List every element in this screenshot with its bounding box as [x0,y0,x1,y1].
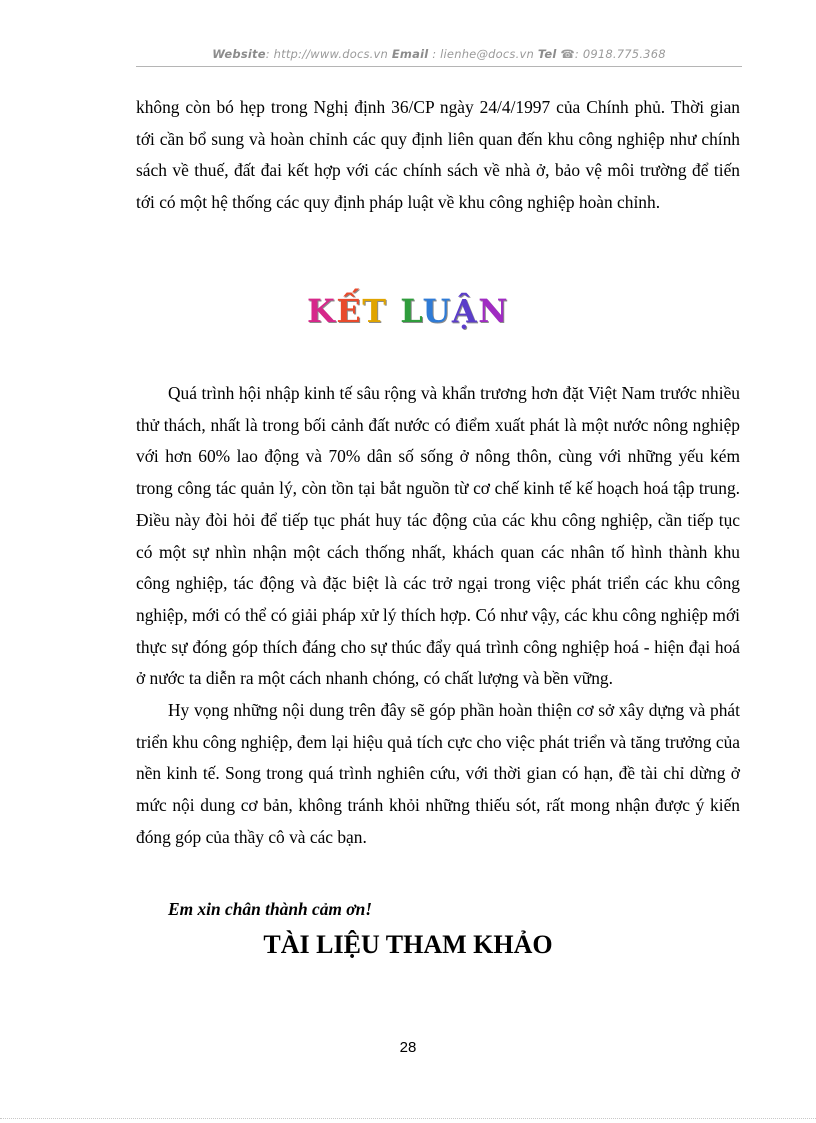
header-divider [136,66,742,67]
conclusion-title-container [0,292,816,330]
page-header [136,47,742,61]
conclusion-body [136,378,740,854]
tel-label: Tel [537,47,557,61]
conclusion-paragraph-2: Hy vọng những nội dung trên đây sẽ góp phần hoàn thiện cơ sở xây dựng và phát triển khu công nghiệp, đem lại hiệu quả tích cực cho việc phát triển và tăng trưởng của nền kinh tế. Song trong quá trình nghiên cứu, với thời gian có hạn, đề tài chỉ dừng ở mức nội dung cơ bản, không tránh khỏi những thiếu sót, rất mong nhận được ý kiến đóng góp của thầy cô và các bạn. [136,700,740,847]
title-letter: Ậ [451,292,479,330]
title-letter: U [422,292,452,330]
page-number: 28 [399,1039,417,1056]
conclusion-paragraph-1: Quá trình hội nhập kinh tế sâu rộng và khẩn trương hơn đặt Việt Nam trước nhiều thử thách, nhất là trong bối cảnh đất nước có điểm xuất phát là một nước nông nghiệp với hơn 60% lao động và 70% dân số sống ở nông thôn, cùng với những yếu kém trong công tác quản lý, còn tồn tại bắt nguồn từ cơ chế kinh tế kế hoạch hoá tập trung. Điều này đòi hỏi để tiếp tục phát huy tác động của các khu công nghiệp, cần tiếp tục có một sự nhìn nhận một cách thống nhất, khách quan các nhân tố hình thành khu công nghiệp, tác động và đặc biệt là các trở ngại trong việc phát triển các khu công nghiệp, mới có thể có giải pháp xử lý thích hợp. Có như vậy, các khu công nghiệp mới thực sự đóng góp thích đáng cho sự thúc đẩy quá trình công nghiệp hoá - hiện đại hoá ở nước ta diễn ra một cách nhanh chóng, có chất lượng và bền vững. [136,383,740,689]
title-letter: K [307,292,337,330]
title-letter: L [400,292,423,330]
conclusion-title [307,292,509,330]
tel-value: ☎: 0918.775.368 [556,47,666,61]
references-title: TÀI LIỆU THAM KHẢO [263,930,553,959]
title-letter: N [478,292,509,330]
intro-section [136,92,740,219]
title-letter: Ế [336,292,363,330]
title-space [388,292,401,330]
website-value: : http://www.docs.vn [265,47,389,61]
intro-paragraph: không còn bó hẹp trong Nghị định 36/CP ngày 24/4/1997 của Chính phủ. Thời gian tới cần bổ sung và hoàn chỉnh các quy định liên quan đến khu công nghiệp như chính sách về thuế, đất đai kết hợp với các chính sách về nhà ở, bảo vệ môi trường để tiến tới có một hệ thống các quy định pháp luật về khu công nghiệp hoàn chỉnh. [136,97,740,213]
email-value: : lienhe@docs.vn [428,47,534,61]
title-letter: T [362,292,388,330]
website-label: Website [212,47,266,61]
email-label: Email [391,47,429,61]
thanks-line: Em xin chân thành cảm ơn! [168,899,373,919]
footer-divider [0,1118,816,1119]
